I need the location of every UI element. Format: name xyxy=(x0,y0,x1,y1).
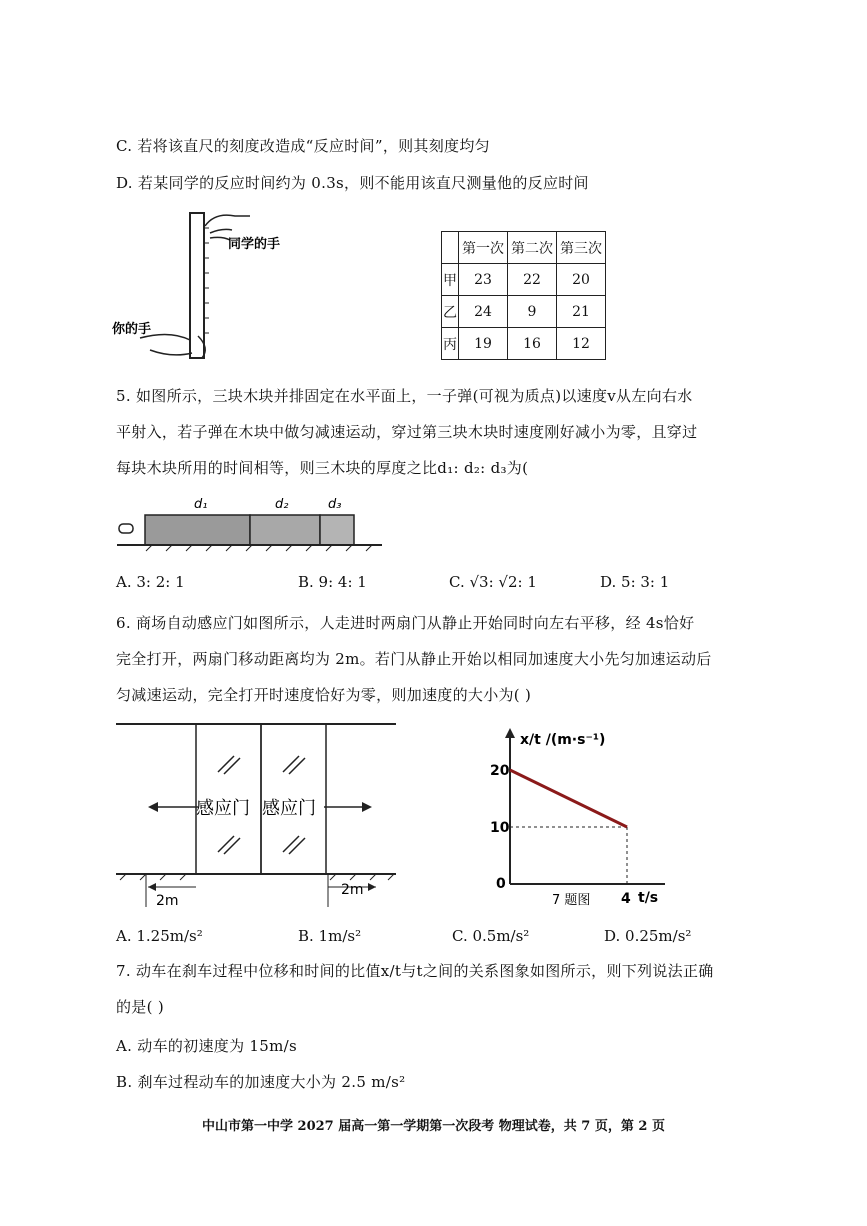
q6-option-c: C. 0.5m/s² xyxy=(452,927,530,945)
your-hand-label: 你的手 xyxy=(112,322,152,337)
table-row xyxy=(442,264,606,296)
distance-left-label: 2m xyxy=(156,893,179,909)
row-label: 丙 xyxy=(442,328,459,360)
q6-line-3: 匀减速运动，完全打开时速度恰好为零，则加速度的大小为( ) xyxy=(116,686,532,704)
q5-option-b: B. 9: 4: 1 xyxy=(298,573,367,591)
y-tick-label: 10 xyxy=(490,820,510,836)
q7-option-b: B. 刹车过程动车的加速度大小为 2.5 m/s² xyxy=(116,1073,406,1091)
sliding-door-figure xyxy=(116,722,396,912)
table-header-row xyxy=(442,232,606,264)
table-cell: 21 xyxy=(557,296,606,328)
chart-caption: 7 题图 xyxy=(552,893,591,908)
q7-line-2: 的是( ) xyxy=(116,998,164,1016)
q5-line-2: 平射入，若子弹在木块中做匀减速运动，穿过第三块木块时速度刚好减小为零，且穿过 xyxy=(116,423,698,441)
reaction-data-table xyxy=(441,231,606,360)
row-label: 甲 xyxy=(442,264,459,296)
page-footer: 中山市第一中学 2027 届高一第一学期第一次段考 物理试卷，共 7 页，第 2 页 xyxy=(202,1119,665,1134)
d1-label: d₁ xyxy=(194,497,208,512)
table-row xyxy=(442,328,606,360)
door-label-left: 感应门 xyxy=(196,798,250,819)
ruler-figure xyxy=(110,208,310,368)
classmate-hand-label: 同学的手 xyxy=(228,237,281,252)
row-label: 乙 xyxy=(442,296,459,328)
q6-line-2: 完全打开，两扇门移动距离均为 2m。若门从静止开始以相同加速度大小先匀加速运动后 xyxy=(116,650,712,668)
table-cell: 12 xyxy=(557,328,606,360)
y-axis-arrow xyxy=(505,728,515,738)
table-cell: 16 xyxy=(508,328,557,360)
wood-blocks-figure xyxy=(112,490,387,552)
distance-right-label: 2m xyxy=(341,882,364,898)
option-d-text: D. 若某同学的反应时间约为 0.3s，则不能用该直尺测量他的反应时间 xyxy=(116,174,589,192)
d3-label: d₃ xyxy=(328,497,342,512)
table-cell: 24 xyxy=(459,296,508,328)
q7-line-1: 7. 动车在刹车过程中位移和时间的比值x/t与t之间的关系图象如图所示，则下列说法正确 xyxy=(116,962,714,980)
q5-option-a: A. 3: 2: 1 xyxy=(116,573,185,591)
q6-option-b: B. 1m/s² xyxy=(298,927,362,945)
q5-line-1: 5. 如图所示，三块木块并排固定在水平面上，一子弹(可视为质点)以速度v从左向右水 xyxy=(116,387,693,405)
q6-option-d: D. 0.25m/s² xyxy=(604,927,692,945)
origin-label: 0 xyxy=(496,876,506,892)
option-c-text: C. 若将该直尺的刻度改造成“反应时间”，则其刻度均匀 xyxy=(116,137,490,155)
table-header: 第二次 xyxy=(508,232,557,264)
series-line xyxy=(510,770,627,827)
table-corner xyxy=(442,232,459,264)
q6-option-a: A. 1.25m/s² xyxy=(116,927,203,945)
table-cell: 19 xyxy=(459,328,508,360)
d2-label: d₂ xyxy=(275,497,289,512)
door-label-right: 感应门 xyxy=(262,798,316,819)
q5-line-3: 每块木块所用的时间相等，则三木块的厚度之比d₁: d₂: d₃为( xyxy=(116,459,529,477)
q7-option-a: A. 动车的初速度为 15m/s xyxy=(116,1037,297,1055)
table-row xyxy=(442,296,606,328)
x-tick-label: 4 xyxy=(621,891,631,907)
q5-option-d: D. 5: 3: 1 xyxy=(600,573,670,591)
y-tick-label: 20 xyxy=(490,763,510,779)
x-axis-label: t/s xyxy=(638,890,659,906)
table-header: 第一次 xyxy=(459,232,508,264)
table-cell: 23 xyxy=(459,264,508,296)
q6-line-1: 6. 商场自动感应门如图所示，人走进时两扇门从静止开始同时向左右平移，经 4s恰好 xyxy=(116,614,695,632)
table-cell: 9 xyxy=(508,296,557,328)
q5-option-c: C. √3: √2: 1 xyxy=(449,573,537,591)
table-cell: 22 xyxy=(508,264,557,296)
table-cell: 20 xyxy=(557,264,606,296)
table-header: 第三次 xyxy=(557,232,606,264)
xt-vs-t-chart xyxy=(480,722,680,912)
y-axis-label: x/t /(m·s⁻¹) xyxy=(520,732,606,748)
